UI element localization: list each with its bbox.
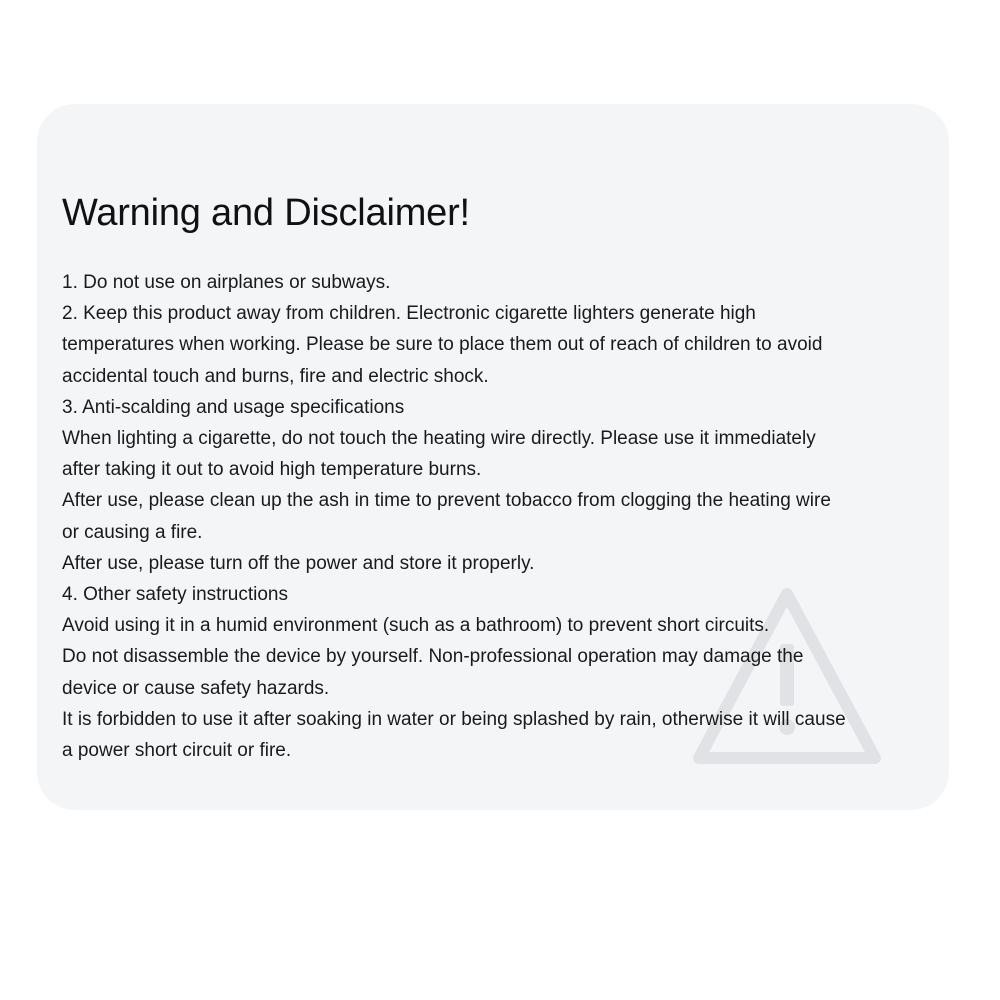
disclaimer-card: [37, 104, 949, 810]
text-line: accidental touch and burns, fire and electric shock.: [62, 365, 489, 387]
text-line: After use, please turn off the power and store it properly.: [62, 552, 535, 574]
text-line: a power short circuit or fire.: [62, 740, 292, 762]
text-line: 3. Anti-scalding and usage specifications: [62, 396, 405, 418]
text-line: after taking it out to avoid high temperature burns.: [62, 459, 482, 481]
disclaimer-text: [62, 267, 947, 766]
page-title: Warning and Disclaimer!: [62, 192, 470, 234]
text-line: After use, please clean up the ash in time to prevent tobacco from clogging the heating wire: [62, 490, 831, 512]
text-line: 2. Keep this product away from children. Electronic cigarette lighters generate high: [62, 303, 756, 325]
text-line: When lighting a cigarette, do not touch the heating wire directly. Please use it immediately: [62, 428, 816, 450]
text-line: device or cause safety hazards.: [62, 677, 330, 699]
text-line: Do not disassemble the device by yourself. Non-professional operation may damage the: [62, 646, 804, 668]
text-line: temperatures when working. Please be sure to place them out of reach of children to avoid: [62, 334, 823, 356]
text-line: It is forbidden to use it after soaking in water or being splashed by rain, otherwise it will cause: [62, 708, 846, 730]
text-line: Avoid using it in a humid environment (such as a bathroom) to prevent short circuits.: [62, 615, 770, 637]
text-line: or causing a fire.: [62, 521, 203, 543]
text-line: 1. Do not use on airplanes or subways.: [62, 272, 391, 293]
text-line: 4. Other safety instructions: [62, 584, 288, 606]
